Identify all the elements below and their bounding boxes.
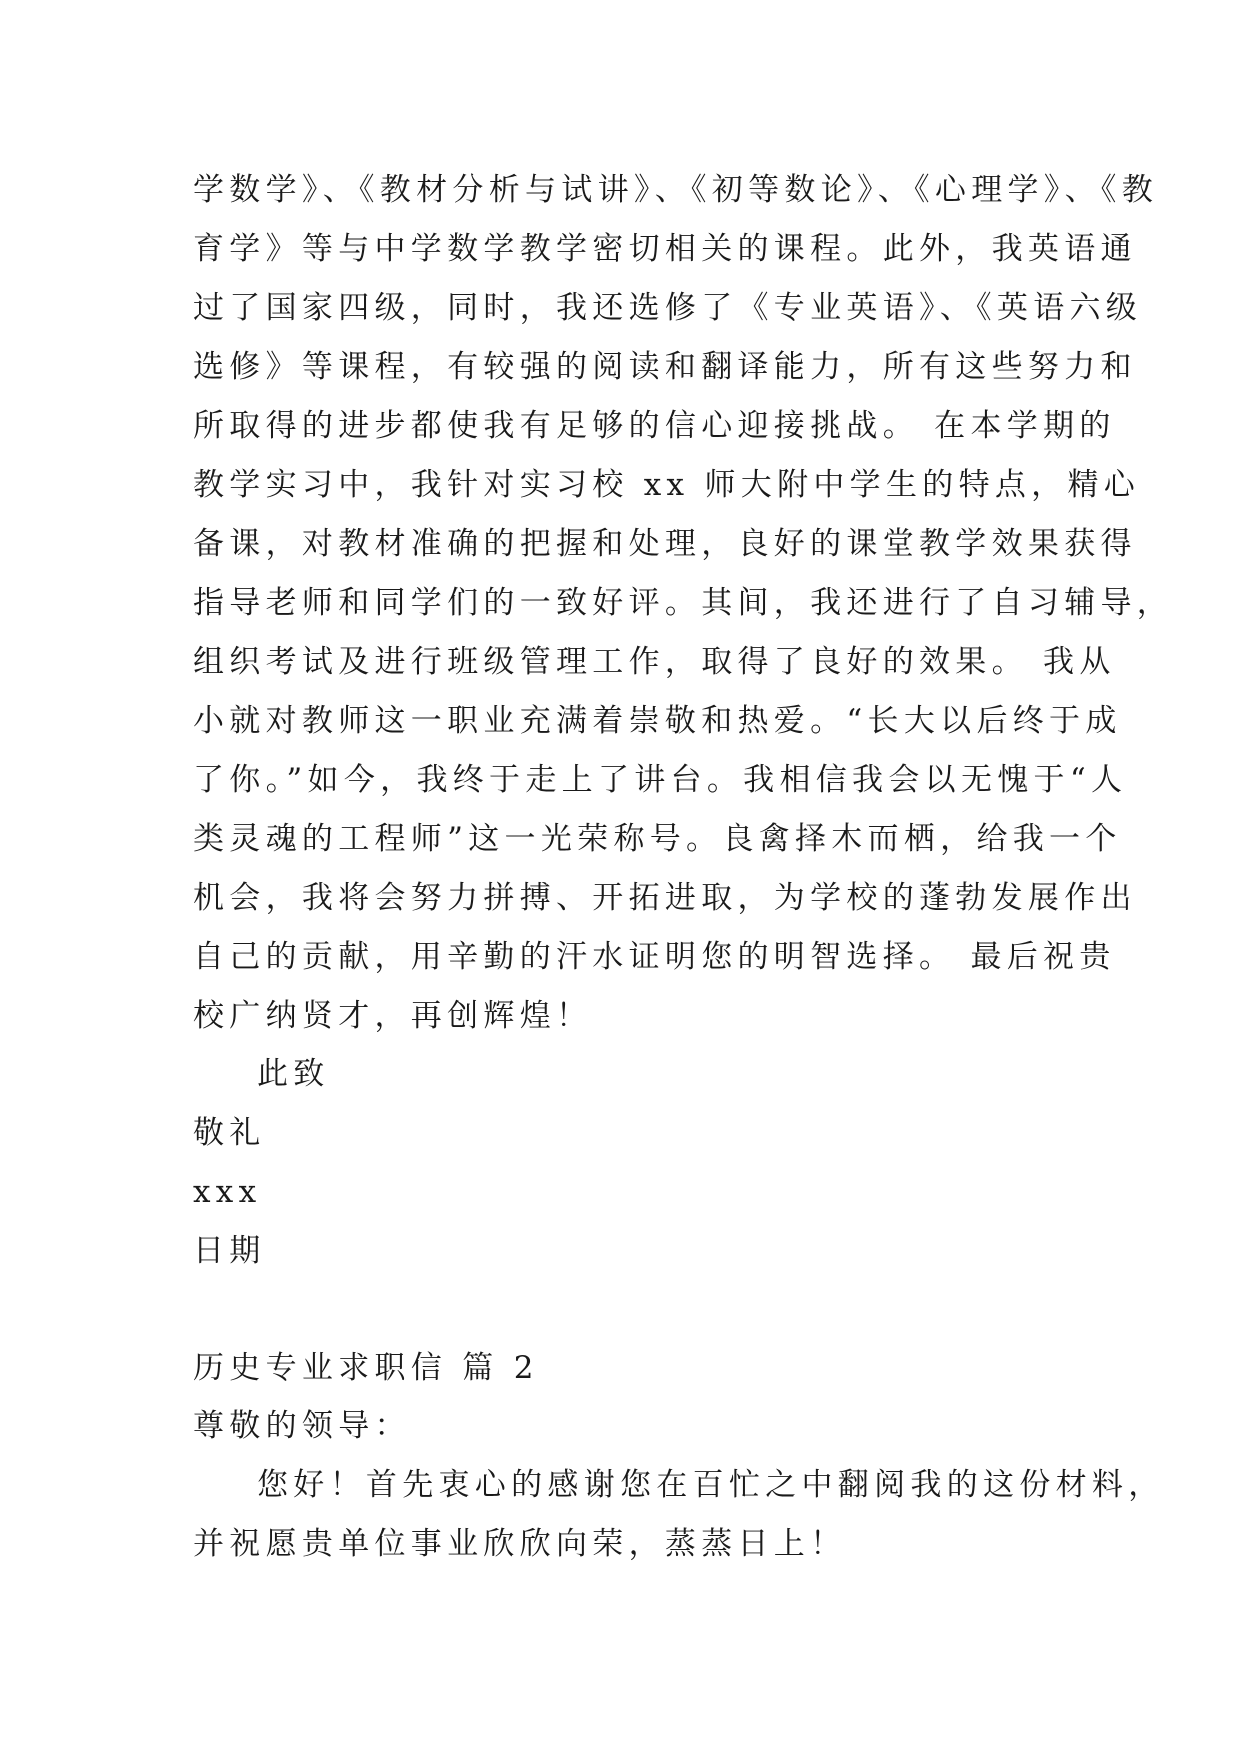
paragraph-line: 并祝愿贵单位事业欣欣向荣，蒸蒸日上！ bbox=[193, 1526, 847, 1562]
section-title: 历史专业求职信 篇 2 bbox=[193, 1350, 539, 1386]
body-line: 所取得的进步都使我有足够的信心迎接挑战。 在本学期的 bbox=[193, 408, 1116, 444]
body-line: 学数学》、《教材分析与试讲》、《初等数论》、《心理学》、《教 bbox=[193, 172, 1158, 208]
body-line: 备课，对教材准确的把握和处理，良好的课堂教学效果获得 bbox=[193, 526, 1137, 562]
body-line: 教学实习中，我针对实习校 xx 师大附中学生的特点，精心 bbox=[193, 467, 1141, 503]
body-line: 校广纳贤才，再创辉煌！ bbox=[193, 998, 593, 1034]
closing-regards: 敬礼 bbox=[193, 1115, 266, 1151]
body-line: 组织考试及进行班级管理工作，取得了良好的效果。 我从 bbox=[193, 644, 1116, 680]
body-line: 选修》等课程，有较强的阅读和翻译能力，所有这些努力和 bbox=[193, 349, 1137, 385]
body-line: 机会，我将会努力拼搏、开拓进取，为学校的蓬勃发展作出 bbox=[193, 880, 1137, 916]
body-line: 过了国家四级，同时，我还选修了《专业英语》、《英语六级 bbox=[193, 290, 1143, 326]
body-line: 指导老师和同学们的一致好评。其间，我还进行了自习辅导， bbox=[193, 585, 1174, 621]
body-line: 小就对教师这一职业充满着崇敬和热爱。“长大以后终于成 bbox=[193, 703, 1122, 739]
body-line: 自己的贡献，用辛勤的汗水证明您的明智选择。 最后祝贵 bbox=[193, 939, 1116, 975]
paragraph-line: 您好！首先衷心的感谢您在百忙之中翻阅我的这份材料， bbox=[257, 1467, 1165, 1503]
body-line: 了你。”如今，我终于走上了讲台。我相信我会以无愧于“人 bbox=[193, 762, 1128, 798]
closing-salutation: 此致 bbox=[257, 1056, 330, 1092]
signature-date: 日期 bbox=[193, 1233, 266, 1269]
body-line: 类灵魂的工程师”这一光荣称号。良禽择木而栖，给我一个 bbox=[193, 821, 1122, 857]
signature-name: xxx bbox=[193, 1174, 262, 1210]
greeting: 尊敬的领导： bbox=[193, 1408, 411, 1444]
body-line: 育学》等与中学数学教学密切相关的课程。此外，我英语通 bbox=[193, 231, 1137, 267]
